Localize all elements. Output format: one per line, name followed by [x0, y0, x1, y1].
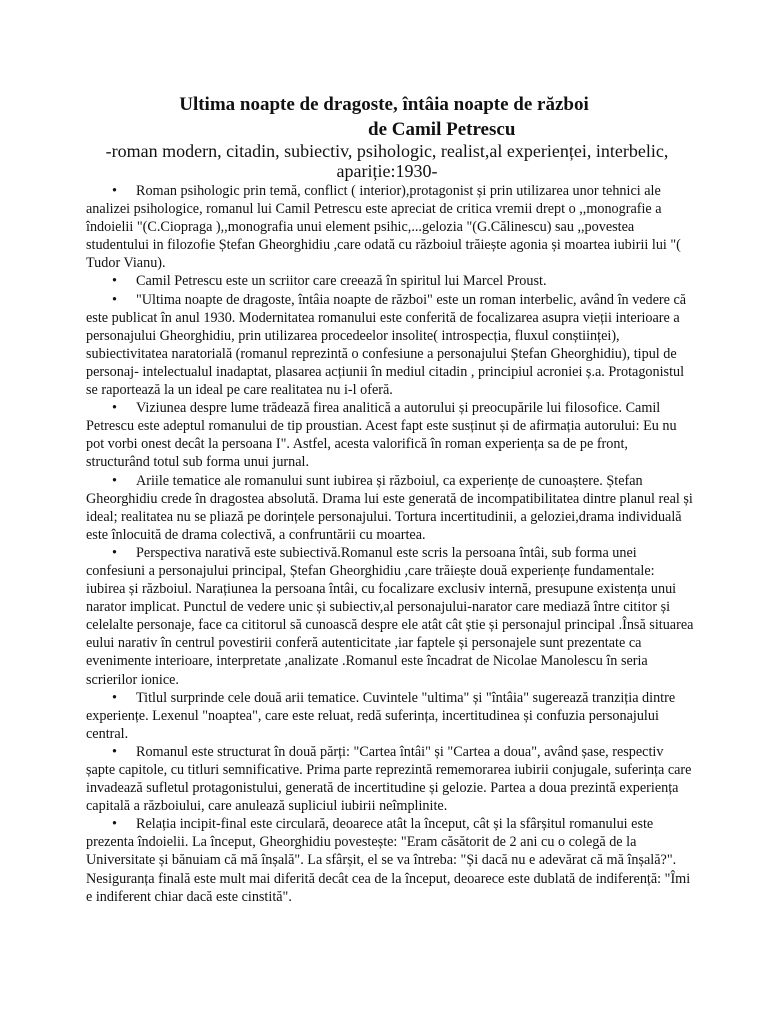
bullet-icon: •: [112, 291, 117, 308]
paragraph-text: Perspectiva narativă este subiectivă.Romanul este scris la persoana întâi, sub forma unei confesiuni a personajului principal, Ștefan Gheorghidiu ,care trăiește două experiențe fundamentale: iubirea și războiul. Narațiunea la persoana întâi, cu focalizare exclusiv internă, presupune existența unui narator implicat. Punctul de vedere unic și subiectiv,al personajului-narator care mediază între cititor și celelalte personaje, face ca cititorul să cunoască despre ele atât cât știe și personajul principal .Însă situarea eului narativ în centrul povestirii conferă autenticitate ,iar faptele și personajele sunt prezentate ca evenimente interioare, interpretate ,analizate .Romanul este încadrat de Nicolae Manolescu în seria scrierilor ionice.: [86, 544, 694, 688]
bullet-icon: •: [112, 544, 117, 561]
document-body: [86, 182, 694, 906]
document-title: Ultima noapte de dragoste, întâia noapte de război: [179, 94, 589, 115]
bullet-paragraph-1: [86, 182, 694, 272]
bullet-paragraph-6: [86, 544, 694, 689]
bullet-paragraph-4: [86, 399, 694, 471]
paragraph-text: Roman psihologic prin temă, conflict ( interior),protagonist și prin utilizarea unor tehnici ale analizei psihologice, romanul lui Camil Petrescu este apreciat de critica vremii drept o ,,monografie a îndoielii "(C.Ciopraga ),,monografia unui element psihic,...gelozia "(G.Călinescu) sau ,,povestea studentului in filozofie Ștefan Gheorghidiu ,care odată cu războiul trăiește agonia și moartea iubirii lui "( Tudor Vianu).: [86, 183, 681, 272]
bullet-icon: •: [112, 400, 117, 417]
bullet-icon: •: [112, 472, 117, 489]
paragraph-text: Camil Petrescu este un scriitor care creează în spiritul lui Marcel Proust.: [136, 273, 547, 290]
paragraph-text: Titlul surprinde cele două arii tematice. Cuvintele "ultima" și "întâia" sugerează tranziția dintre experiențe. Lexenul "noaptea", care este reluat, redă suferința, incertitudinea și confuzia personajului central.: [86, 689, 676, 742]
bullet-icon: •: [112, 689, 117, 706]
bullet-icon: •: [112, 273, 117, 290]
paragraph-text: Ariile tematice ale romanului sunt iubirea și războiul, ca experiențe de cunoaștere. Ștefan Gheorghidiu crede în dragostea absolută. Drama lui este generată de incompatibilitatea dintre planul real și ideal; realitatea nu se pliază pe dorințele personajului. Tortura incertitudinii, a geloziei,drama individuală este înlocuită de drama colectivă, a confruntării cu moartea.: [86, 472, 693, 543]
document-author-line: de Camil Petrescu: [368, 119, 516, 140]
bullet-paragraph-9: [86, 815, 694, 905]
paragraph-text: Romanul este structurat în două părți: "Cartea întâi" și "Cartea a doua", având șase, respectiv șapte capitole, cu titluri semnificative. Prima parte reprezintă rememorarea iubirii conjugale, suferința care invadează sufletul protagonistului, generată de incertitudine și gelozie. Partea a doua prezintă experiența capitală a războiului, care anulează supliciul iubirii neîmplinite.: [86, 743, 692, 815]
paragraph-text: Relația incipit-final este circulară, deoarece atât la început, cât și la sfârșitul romanului este prezenta îndoielii. La început, Gheorghidiu povestește: "Eram căsătorit de 2 ani cu o colegă de la Universitate și bănuiam că mă înșală". La sfârșit, el se va întreba: "Și dacă nu e adevărat că mă înșală?". Nesiguranța finală este mult mai diferită decât cea de la început, deoarece este dublată de indiferență: "Îmi e indiferent chiar dacă este cinstită".: [86, 816, 691, 905]
paragraph-text: Viziunea despre lume trădează firea analitică a autorului și preocupările lui filosofice. Camil Petrescu este adeptul romanului de tip proustian. Acest fapt este susținut și de afirmația autorului: Eu nu pot vorbi onest decât la persoana I". Astfel, acesta valorifică în roman experiența sa de pe front, structurând totul sub forma unui jurnal.: [86, 400, 677, 471]
bullet-paragraph-2: [86, 272, 694, 290]
bullet-paragraph-5: [86, 472, 694, 544]
bullet-icon: •: [112, 816, 117, 833]
bullet-paragraph-7: [86, 689, 694, 743]
bullet-icon: •: [112, 183, 117, 199]
bullet-paragraph-8: [86, 743, 694, 815]
bullet-paragraph-3: [86, 291, 694, 400]
paragraph-text: "Ultima noapte de dragoste, întâia noapte de război" este un roman interbelic, având în vedere că este publicat în anul 1930. Modernitatea romanului este conferită de focalizarea asupra vieții interioare a personajului Gheorghidiu, prin utilizarea procedeelor insolite( introspecția, fluxul conștiinței), subiectivitatea naratorială (romanul reprezintă o confesiune a personajului Ștefan Gheorghidiu), tipul de personaj- intelectualul inadaptat, plasarea acțiunii în mediul citadin , principiul acroniei ș.a. Protagonistul se raportează la un ideal pe care realitatea nu i-l oferă.: [86, 291, 687, 399]
bullet-icon: •: [112, 743, 117, 760]
document-subtitle: -roman modern, citadin, subiectiv, psihologic, realist,al experienței, interbelic, apariție:1930-: [105, 141, 669, 181]
